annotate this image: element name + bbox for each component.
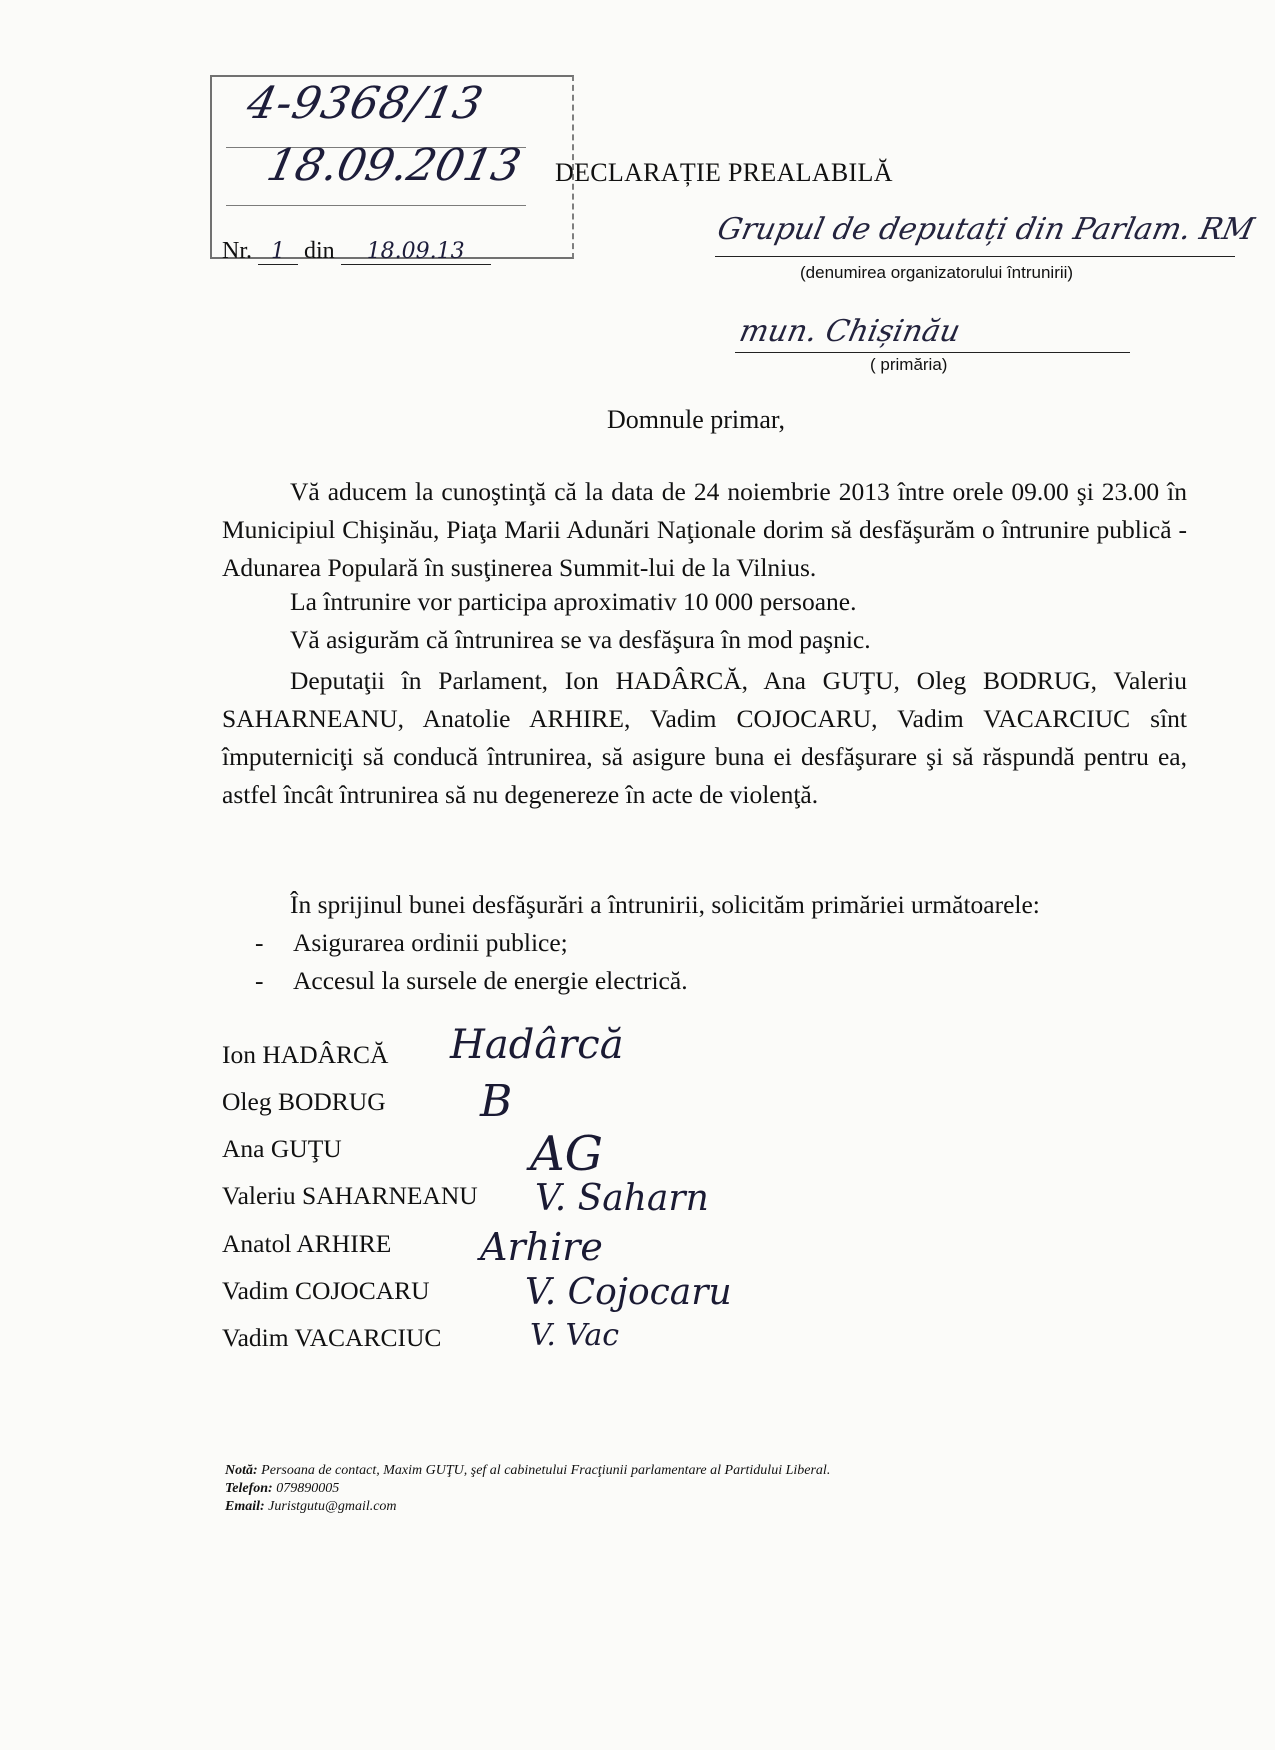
salutation: Domnule primar, (607, 405, 786, 434)
signature-saharneanu: V. Saharn (535, 1178, 709, 1219)
phone-label: Telefon: (225, 1481, 273, 1496)
signature-gutu: AG (530, 1126, 604, 1182)
request-item: - Asigurarea ordinii publice; (255, 928, 568, 957)
signatory-name: Ana GUŢU (222, 1134, 342, 1163)
din-value: 18.09.13 (341, 239, 491, 265)
paragraph-participants: La întrunire vor participa aproximativ 10 000 persoane. (290, 587, 857, 616)
email-value: Juristgutu@gmail.com (268, 1499, 397, 1514)
request-item: - Accesul la sursele de energie electrică. (255, 966, 688, 995)
signature-hadarca: Hadârcă (450, 1022, 624, 1068)
note-text: Persoana de contact, Maxim GUŢU, şef al cabinetului Fracţiunii parlamentare al Partidului Liberal. (261, 1463, 831, 1478)
contact-note (225, 1462, 830, 1516)
email-label: Email: (225, 1499, 265, 1514)
mayoralty-caption: ( primăria) (870, 355, 948, 374)
signatory-name: Anatol ARHIRE (222, 1229, 392, 1258)
document-title: DECLARAȚIE PREALABILĂ (555, 158, 893, 187)
stamp-handwritten-date: 18.09.2013 (262, 140, 526, 191)
stamp-handwritten-number: 4-9368/13 (242, 78, 489, 129)
signatory-name: Valeriu SAHARNEANU (222, 1181, 478, 1210)
paragraph-requests-intro: În sprijinul bunei desfăşurări a întrunirii, solicităm primăriei următoarele: (290, 890, 1040, 919)
organizer-caption: (denumirea organizatorului întrunirii) (800, 263, 1074, 282)
organizer-handwritten: Grupul de deputați din Parlam. RM (714, 212, 1258, 247)
nr-label: Nr. (222, 238, 252, 264)
signatory-name: Oleg BODRUG (222, 1087, 386, 1116)
paragraph-deputies: Deputaţii în Parlament, Ion HADÂRCĂ, Ana GUŢU, Oleg BODRUG, Valeriu SAHARNEANU, Anatolie ARHIRE, Vadim COJOCARU, Vadim VACARCIUC sînt împuterniciţi să conducă întrunirea, să asigure buna ei desfăşurare şi să răspundă pentru ea, astfel încât întrunirea să nu degenereze în acte de violenţă. (222, 666, 1187, 809)
signature-arhire: Arhire (480, 1225, 603, 1269)
phone-value: 079890005 (276, 1481, 340, 1496)
paragraph-date-place: Vă aducem la cunoştinţă că la data de 24 noiembrie 2013 între orele 09.00 şi 23.00 în Municipiul Chişinău, Piaţa Marii Adunări Naţionale dorim să desfăşurăm o întrunire publică - Adunarea Populară în susţinerea Summit-lui de la Vilnius. (222, 477, 1187, 582)
stamp-line (226, 205, 526, 206)
note-label: Notă: (225, 1463, 258, 1478)
nr-value: 1 (258, 239, 298, 265)
signature-bodrug: B (480, 1076, 513, 1127)
signature-cojocaru: V. Cojocaru (525, 1272, 732, 1313)
mayoralty-handwritten: mun. Chișinău (736, 314, 964, 349)
paragraph-peaceful: Vă asigurăm că întrunirea se va desfăşura în mod paşnic. (290, 625, 871, 654)
din-label: din (304, 238, 335, 264)
signatory-name: Vadim COJOCARU (222, 1276, 430, 1305)
signature-vacarciuc: V. Vac (530, 1318, 620, 1353)
signatory-name: Vadim VACARCIUC (222, 1323, 442, 1352)
registration-number-line (222, 238, 491, 265)
signatory-name: Ion HADÂRCĂ (222, 1040, 389, 1069)
